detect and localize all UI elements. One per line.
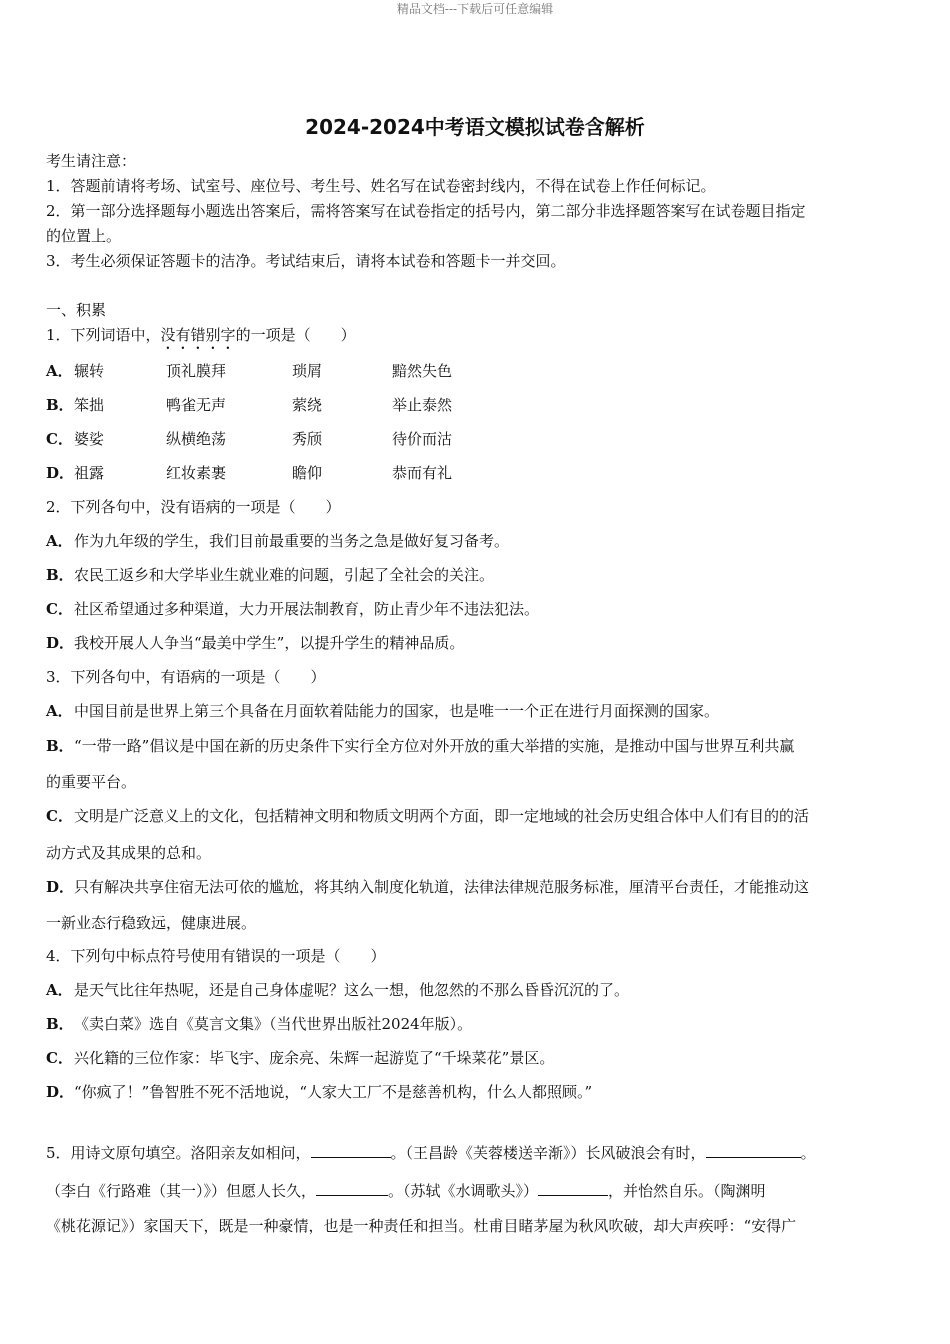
option-label: C． [46,430,73,448]
question-5-text: 。（王昌龄《芙蓉楼送辛渐》）长风破浪会有时， [390,1144,706,1162]
question-5-line-2 [46,1180,766,1201]
option-label: B． [46,737,74,755]
question-2-stem: 2．下列各句中，没有语病的一项是（ ） [46,498,341,516]
fill-blank-4[interactable] [538,1180,608,1196]
question-2-option-b [46,565,494,585]
option-word: 待价而沽 [392,430,453,448]
option-word: 辗转 [74,362,105,380]
option-label: A． [46,532,73,550]
question-1-suffix: 的一项是（ ） [235,326,356,344]
question-1-prefix: 1．下列词语中， [46,326,161,344]
notice-item-2: 2．第一部分选择题每小题选出答案后，需将答案写在试卷指定的括号内，第二部分非选择题答案写在试卷题目指定 [46,202,806,220]
option-label: D． [46,1083,75,1101]
option-label: C． [46,600,73,618]
page-header-watermark: 精品文档---下载后可任意编辑 [396,2,554,16]
notice-item-1: 1．答题前请将考场、试室号、座位号、考生号、姓名写在试卷密封线内，不得在试卷上作任何标记。 [46,177,716,195]
question-4-stem: 4．下列句中标点符号使用有错误的一项是（ ） [46,947,386,965]
question-4-option-c [46,1048,554,1068]
question-3-option-c-cont: 动方式及其成果的总和。 [46,844,212,862]
question-2-option-a [46,531,509,551]
option-text: 社区希望通过多种渠道，大力开展法制教育，防止青少年不违法犯法。 [74,600,540,618]
question-5-text: （李白《行路难（其一）》）但愿人长久， [46,1182,317,1200]
question-5-line-3: 《桃花源记》）家国天下，既是一种豪情，也是一种责任和担当。杜甫目睹茅屋为秋风吹破，却大声疾呼：“安得广 [46,1217,797,1235]
question-1-emphasis: 没有错别字 [160,326,236,344]
option-word: 祖露 [74,464,105,482]
question-4-option-a [46,980,629,1000]
option-label: A． [46,702,73,720]
option-text: 是天气比往年热呢，还是自己身体虚呢？这么一想，他忽然的不那么昏昏沉沉的了。 [74,981,630,999]
option-label: B． [46,1015,74,1033]
option-word: 萦绕 [292,396,323,414]
option-text: 农民工返乡和大学毕业生就业难的问题，引起了全社会的关注。 [74,566,495,584]
option-text: “一带一路”倡议是中国在新的历史条件下实行全方位对外开放的重大举措的实施，是推动中国与世界互利共赢 [74,737,795,755]
option-word: 红妆素裹 [166,464,227,482]
question-3-option-b-cont: 的重要平台。 [46,773,137,791]
question-1-option-c [46,429,546,449]
question-3-stem: 3．下列各句中，有语病的一项是（ ） [46,668,326,686]
question-4-option-b [46,1014,472,1034]
option-word: 黯然失色 [392,362,453,380]
question-3-option-a [46,701,719,721]
option-label: A． [46,362,73,380]
question-1-option-b [46,395,546,415]
question-2-option-d [46,633,464,653]
fill-blank-3[interactable] [316,1180,388,1196]
option-word: 恭而有礼 [392,464,453,482]
option-label: B． [46,566,74,584]
option-label: D． [46,878,75,896]
question-5-text: ，并怡然自乐。（陶渊明 [608,1182,766,1200]
option-word: 举止泰然 [392,396,453,414]
question-5-text: 。（苏轼《水调歌头》） [388,1182,539,1200]
question-1-stem [46,325,356,353]
option-label: D． [46,634,75,652]
section-heading-accumulation: 一、积累 [46,301,107,319]
question-1-option-d [46,463,546,483]
option-text: 《卖白菜》选自《莫言文集》（当代世界出版社2024年版）。 [74,1015,473,1033]
notice-heading: 考生请注意： [46,152,137,170]
option-text: 中国目前是世界上第三个具备在月面软着陆能力的国家，也是唯一一个正在进行月面探测的国家。 [74,702,720,720]
option-text: 作为九年级的学生，我们目前最重要的当务之急是做好复习备考。 [74,532,510,550]
option-word: 顶礼膜拜 [166,362,227,380]
option-label: C． [46,1049,73,1067]
option-word: 笨拙 [74,396,105,414]
notice-item-2-cont: 的位置上。 [46,227,122,245]
option-word: 瞻仰 [292,464,323,482]
option-text: 只有解决共享住宿无法可依的尴尬，将其纳入制度化轨道，法律法律规范服务标准，厘清平台责任，才能推动这 [74,878,810,896]
option-label: A． [46,981,73,999]
option-word: 鸭雀无声 [166,396,227,414]
option-text: 我校开展人人争当“最美中学生”，以提升学生的精神品质。 [74,634,465,652]
question-3-option-c [46,806,809,826]
question-5-text: 。 [800,1144,816,1162]
notice-item-3: 3．考生必须保证答题卡的洁净。考试结束后，请将本试卷和答题卡一并交回。 [46,252,566,270]
option-word: 琐屑 [292,362,323,380]
fill-blank-2[interactable] [706,1142,801,1158]
page-title: 2024-2024中考语文模拟试卷含解析 [305,115,645,139]
option-text: “你疯了！”鲁智胜不死不活地说，“人家大工厂不是慈善机构，什么人都照顾。” [74,1083,593,1101]
option-word: 婆娑 [74,430,105,448]
question-3-option-d [46,877,809,897]
question-3-option-b [46,736,794,756]
question-2-option-c [46,599,539,619]
question-4-option-d [46,1082,592,1102]
option-word: 秀颀 [292,430,323,448]
question-5-line-1 [46,1142,816,1163]
question-5-text: 5．用诗文原句填空。洛阳亲友如相问， [46,1144,311,1162]
option-label: C． [46,807,73,825]
option-word: 纵横绝荡 [166,430,227,448]
option-label: D． [46,464,75,482]
option-text: 兴化籍的三位作家：毕飞宇、庞余亮、朱辉一起游览了“千垛菜花”景区。 [74,1049,555,1067]
question-1-option-a [46,361,546,381]
fill-blank-1[interactable] [311,1142,391,1158]
option-label: B． [46,396,74,414]
question-3-option-d-cont: 一新业态行稳致远，健康进展。 [46,914,257,932]
option-text: 文明是广泛意义上的文化，包括精神文明和物质文明两个方面，即一定地域的社会历史组合体中人们有目的的活 [74,807,810,825]
